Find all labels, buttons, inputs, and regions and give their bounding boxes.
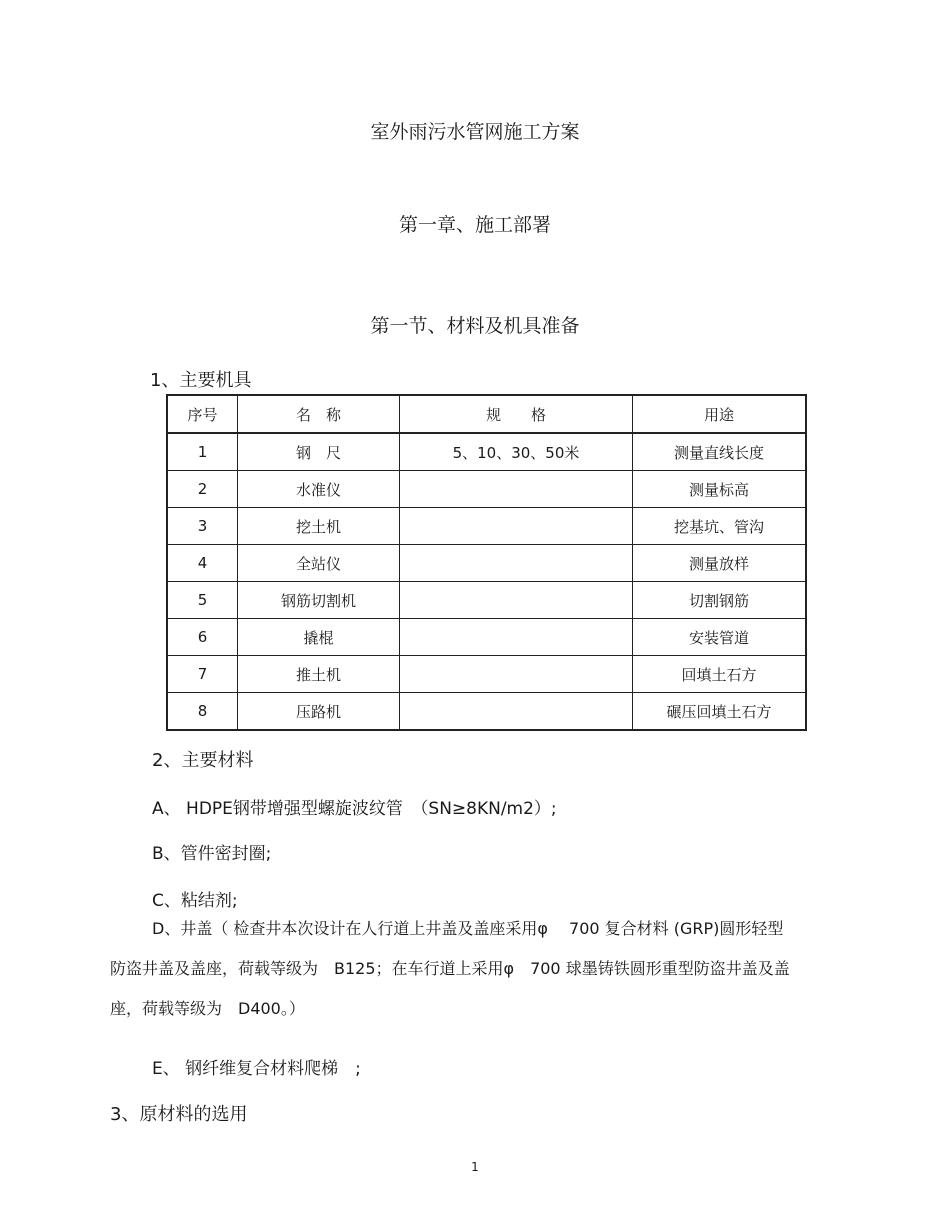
cell-spec	[400, 619, 633, 656]
cell-use: 切割钢筋	[633, 582, 807, 619]
cell-index: 4	[167, 545, 238, 582]
table-row	[167, 545, 806, 582]
chapter-heading: 第一章、施工部署	[398, 214, 551, 236]
cell-use: 回填土石方	[633, 656, 807, 693]
table-header-row	[167, 395, 806, 433]
cell-use: 测量标高	[633, 471, 807, 508]
header-index: 序号	[167, 395, 238, 433]
cell-spec: 5、10、30、50米	[400, 433, 633, 471]
materials-heading: 2、主要材料	[152, 750, 254, 771]
cell-index: 3	[167, 508, 238, 545]
document-title: 室外雨污水管网施工方案	[370, 121, 580, 143]
cell-spec	[400, 471, 633, 508]
cell-use: 测量放样	[633, 545, 807, 582]
material-c: C、粘结剂;	[152, 891, 238, 911]
cell-spec	[400, 545, 633, 582]
selection-heading: 3、原材料的选用	[110, 1104, 248, 1125]
table-row	[167, 656, 806, 693]
page-number: 1	[471, 1160, 479, 1174]
table-row	[167, 471, 806, 508]
table-row	[167, 619, 806, 656]
material-a: A、 HDPE钢带增强型螺旋波纹管 （SN≥8KN/m2）;	[152, 799, 557, 819]
cell-index: 8	[167, 693, 238, 731]
header-use: 用途	[633, 395, 807, 433]
cell-index: 7	[167, 656, 238, 693]
cell-name: 钢 尺	[238, 433, 400, 471]
material-d	[110, 909, 870, 1029]
cell-use: 安装管道	[633, 619, 807, 656]
cell-spec	[400, 693, 633, 731]
table-row	[167, 693, 806, 731]
cell-use: 碾压回填土石方	[633, 693, 807, 731]
cell-name: 撬棍	[238, 619, 400, 656]
cell-name: 水准仪	[238, 471, 400, 508]
cell-name: 钢筋切割机	[238, 582, 400, 619]
table-row	[167, 433, 806, 471]
cell-use: 挖基坑、管沟	[633, 508, 807, 545]
tools-heading: 1、主要机具	[150, 370, 252, 391]
cell-spec	[400, 508, 633, 545]
cell-index: 1	[167, 433, 238, 471]
header-spec: 规 格	[400, 395, 633, 433]
cell-name: 推土机	[238, 656, 400, 693]
cell-spec	[400, 582, 633, 619]
tools-table	[166, 394, 807, 731]
material-d-line3: 座，荷载等级为 D400。）	[110, 999, 305, 1018]
material-d-line1: D、井盖（ 检查井本次设计在人行道上井盖及盖座采用φ 700 复合材料 (GRP)圆形轻型	[152, 919, 784, 938]
cell-name: 挖土机	[238, 508, 400, 545]
cell-name: 压路机	[238, 693, 400, 731]
header-name: 名 称	[238, 395, 400, 433]
table-row	[167, 582, 806, 619]
cell-spec	[400, 656, 633, 693]
cell-index: 2	[167, 471, 238, 508]
cell-index: 6	[167, 619, 238, 656]
cell-name: 全站仪	[238, 545, 400, 582]
material-d-line2: 防盗井盖及盖座，荷载等级为 B125；在车行道上采用φ 700 球墨铸铁圆形重型防盗井盖及盖	[110, 959, 790, 978]
cell-index: 5	[167, 582, 238, 619]
material-e: E、 钢纤维复合材料爬梯 ;	[152, 1059, 361, 1079]
cell-use: 测量直线长度	[633, 433, 807, 471]
table-row	[167, 508, 806, 545]
material-b: B、管件密封圈;	[152, 844, 272, 864]
section-heading: 第一节、材料及机具准备	[370, 315, 580, 337]
